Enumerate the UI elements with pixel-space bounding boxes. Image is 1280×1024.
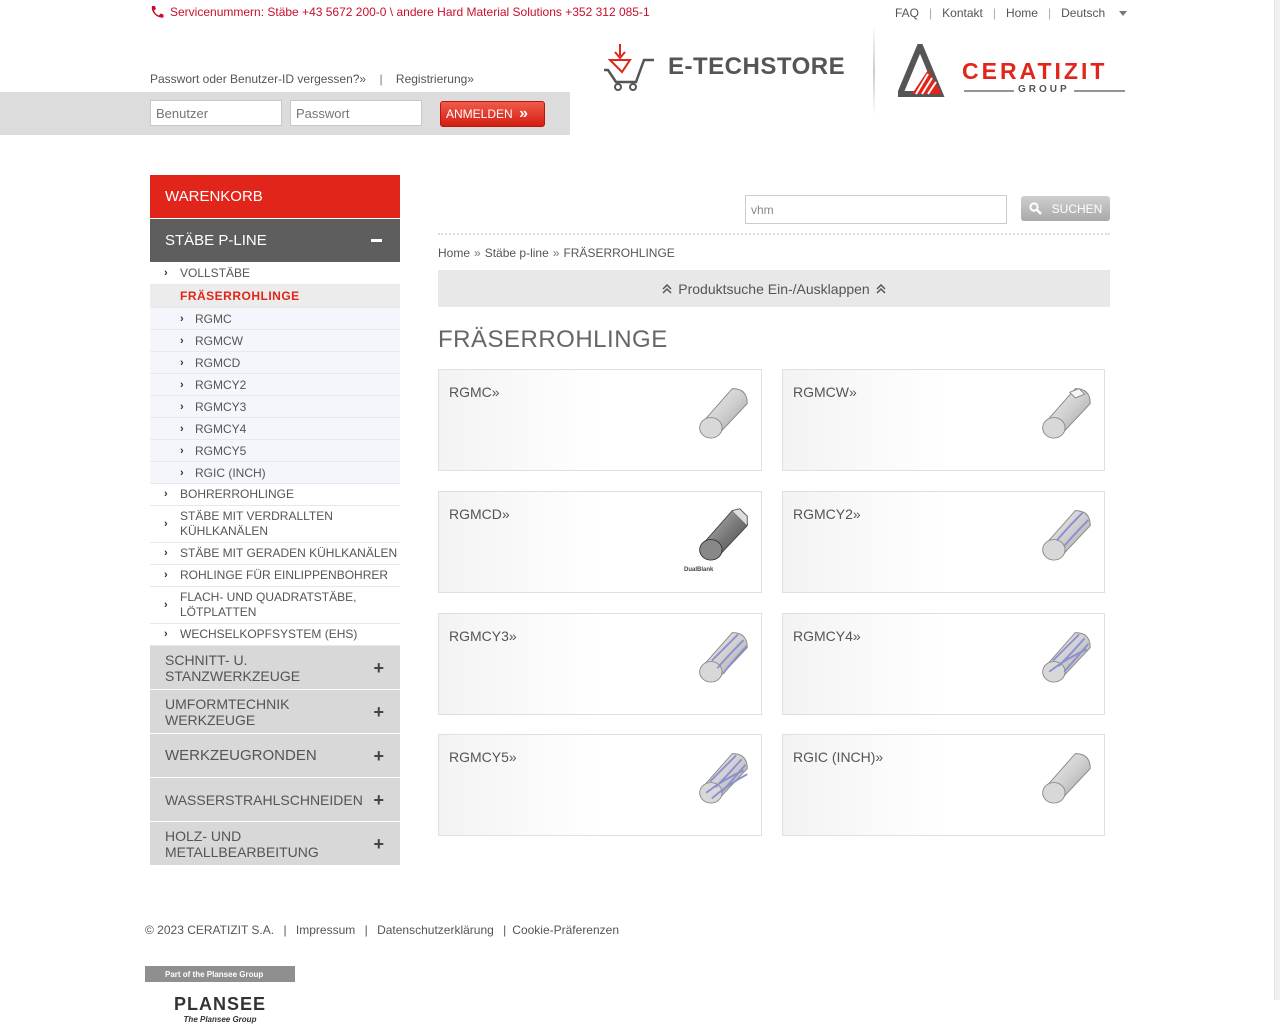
product-card-rgmcy5[interactable] (438, 734, 762, 836)
chevron-right-icon: › (164, 267, 168, 279)
separator: | (364, 923, 368, 937)
four-channel-rod-icon (1038, 626, 1094, 684)
category-umformtechnik[interactable] (150, 690, 400, 734)
double-chevron-right-icon: » (519, 105, 528, 122)
sidebar-item-label: RGIC (INCH) (195, 465, 266, 480)
search-icon (1029, 202, 1042, 215)
chevron-right-icon: › (180, 422, 184, 435)
product-card-rgmcy4[interactable] (782, 613, 1105, 715)
username-input[interactable] (150, 100, 282, 126)
category-label: WERKZEUGRONDEN (165, 747, 317, 764)
three-channel-rod-icon (695, 626, 751, 684)
product-label: RGMCY2» (793, 506, 861, 522)
page-title: FRÄSERROHLINGE (438, 326, 668, 353)
breadcrumb-separator: » (552, 246, 560, 260)
service-hotline (150, 5, 650, 19)
login-links (150, 72, 474, 86)
sidebar-item-label: WECHSELKOPFSYSTEM (EHS) (180, 627, 358, 641)
dualblank-caption: DualBlank (684, 567, 714, 573)
sidebar-item-label: BOHRERROHLINGE (180, 487, 295, 501)
product-label: RGMC» (449, 384, 500, 400)
collapse-icon (371, 239, 382, 242)
chevron-right-icon: › (164, 517, 168, 530)
sidebar-item-label: RGMC (195, 311, 232, 326)
password-input[interactable] (290, 100, 422, 126)
divider (438, 233, 1110, 235)
plain-rod-icon (1038, 747, 1094, 805)
product-label: RGMCW» (793, 384, 857, 400)
language-label: Deutsch (1061, 6, 1106, 20)
separator: | (929, 6, 933, 20)
product-label: RGMCY3» (449, 628, 517, 644)
expand-plus-icon: + (373, 701, 384, 722)
sidebar-item-flachstaebe[interactable] (150, 587, 400, 624)
sidebar-section-staebe[interactable] (150, 219, 400, 263)
expand-plus-icon: + (373, 745, 384, 766)
product-label: RGMCY5» (449, 749, 517, 765)
language-select[interactable] (1061, 6, 1127, 20)
plain-rod-icon (695, 382, 751, 440)
phone-icon (150, 5, 164, 19)
search-button[interactable] (1021, 196, 1110, 221)
sidebar-item-label: STÄBE MIT GERADEN KÜHLKANÄLEN (180, 546, 398, 560)
separator: | (283, 923, 287, 937)
category-schnittwerkzeuge[interactable] (150, 646, 400, 690)
double-chevron-up-icon (662, 284, 672, 294)
sidebar-subitem-rgmcy3[interactable] (150, 396, 400, 418)
sidebar-item-label: RGMCW (195, 333, 243, 348)
chevron-right-icon: › (164, 569, 168, 581)
sidebar-subitem-rgmcy4[interactable] (150, 418, 400, 440)
chevron-right-icon: › (164, 547, 168, 559)
product-search-toggle[interactable] (438, 270, 1110, 307)
shopping-cart-icon (600, 42, 658, 92)
sidebar-item-label: FRÄSERROHLINGE (180, 288, 300, 303)
sidebar-item-vollstaebe[interactable] (150, 263, 400, 285)
plansee-sub: The Plansee Group (183, 1015, 257, 1024)
product-card-rgic[interactable] (782, 734, 1105, 836)
product-card-rgmcd[interactable] (438, 491, 762, 593)
faq-link[interactable]: FAQ (895, 6, 920, 20)
login-button[interactable] (440, 101, 545, 127)
sidebar-item-verdrallte-kuehlkanaele[interactable] (150, 506, 400, 543)
section-title: STÄBE P-LINE (165, 232, 267, 249)
sidebar-subitem-rgic[interactable] (150, 462, 400, 484)
kontakt-link[interactable]: Kontakt (942, 6, 983, 20)
category-werkzeugronden[interactable] (150, 734, 400, 778)
plansee-tag: Part of the Plansee Group (145, 966, 295, 982)
plansee-logo[interactable] (145, 966, 295, 1024)
sidebar-item-label: RGMCD (195, 355, 241, 370)
chevron-right-icon: › (180, 312, 184, 325)
sidebar-item-gerade-kuehlkanaele[interactable] (150, 543, 400, 565)
sidebar-subitem-rgmcw[interactable] (150, 330, 400, 352)
sidebar-subitem-rgmcd[interactable] (150, 352, 400, 374)
footer (145, 923, 619, 937)
category-label: WASSERSTRAHLSCHNEIDEN (165, 791, 363, 808)
expand-plus-icon: + (373, 657, 384, 678)
breadcrumb-staebe[interactable]: Stäbe p-line (484, 246, 549, 260)
home-link[interactable]: Home (1005, 6, 1038, 20)
login-bar (0, 92, 570, 135)
chevron-down-icon (1119, 11, 1127, 16)
separator: | (503, 923, 507, 937)
search-input[interactable] (745, 195, 1007, 224)
sidebar-item-label: RGMCY5 (195, 443, 247, 458)
product-label: RGMCD» (449, 506, 510, 522)
logo-divider (873, 25, 875, 117)
category-label: HOLZ- UND METALLBEARBEITUNG (165, 827, 319, 860)
forgot-password-link[interactable]: Passwort oder Benutzer-ID vergessen?» (150, 72, 367, 86)
product-card-rgmc[interactable] (438, 369, 762, 471)
sidebar-item-wechselkopfsystem[interactable] (150, 624, 400, 646)
chevron-right-icon: › (164, 598, 168, 611)
datenschutz-link[interactable]: Datenschutzerklärung (377, 923, 494, 937)
toggle-label: Produktsuche Ein-/Ausklappen (678, 280, 870, 297)
sidebar-subitem-rgmcy5[interactable] (150, 440, 400, 462)
register-link[interactable]: Registrierung» (395, 72, 474, 86)
sidebar-item-fraeserrohlinge[interactable] (150, 285, 400, 308)
chevron-right-icon: › (180, 466, 184, 479)
brand-name: CERATIZIT (962, 58, 1108, 84)
category-wasserstrahlschneiden[interactable] (150, 778, 400, 822)
breadcrumb-home[interactable]: Home (438, 246, 471, 260)
sidebar-item-label: RGMCY2 (195, 377, 247, 392)
chevron-right-icon: › (180, 356, 184, 369)
login-button-label: ANMELDEN (446, 107, 513, 121)
category-label: UMFORMTECHNIK WERKZEUGE (165, 695, 290, 728)
ceratizit-logo[interactable] (898, 44, 1128, 101)
chevron-right-icon: › (180, 444, 184, 457)
chevron-right-icon: › (164, 488, 168, 500)
product-card-rgmcy2[interactable] (782, 491, 1105, 593)
product-card-rgmcy3[interactable] (438, 613, 762, 715)
sidebar-subitem-rgmc[interactable] (150, 308, 400, 330)
dualblank-rod-icon (695, 504, 751, 562)
sidebar-item-label: STÄBE MIT VERDRALLTEN KÜHLKANÄLEN (180, 509, 333, 538)
category-holz-metallbearbeitung[interactable] (150, 822, 400, 866)
scrollbar[interactable] (1274, 0, 1280, 1000)
sidebar-item-label: RGMCY3 (195, 399, 247, 414)
separator: | (379, 72, 383, 86)
etechstore-logo[interactable] (600, 42, 845, 92)
chevron-right-icon: › (164, 628, 168, 640)
search-button-label: SUCHEN (1051, 201, 1103, 216)
chevron-right-icon: › (180, 334, 184, 347)
brand-sub: GROUP (1018, 84, 1070, 95)
cookie-preferences-link[interactable]: Cookie-Präferenzen (512, 923, 620, 937)
chevron-right-icon: › (180, 378, 184, 391)
sidebar-item-label: FLACH- UND QUADRATSTÄBE, LÖTPLATTEN (180, 590, 357, 619)
product-label: RGMCY4» (793, 628, 861, 644)
product-card-rgmcw[interactable] (782, 369, 1105, 471)
chevron-right-icon: › (180, 400, 184, 413)
five-channel-rod-icon (695, 747, 751, 805)
sidebar-item-label: VOLLSTÄBE (180, 266, 251, 280)
breadcrumb-current: FRÄSERROHLINGE (563, 246, 675, 260)
service-text: Servicenummern: Stäbe +43 5672 200-0 \ andere Hard Material Solutions +352 312 085-1 (170, 5, 650, 19)
cart-label: WARENKORB (165, 188, 263, 205)
product-label: RGIC (INCH)» (793, 749, 884, 765)
breadcrumb (438, 246, 675, 260)
breadcrumb-separator: » (474, 246, 481, 260)
double-chevron-up-icon (876, 284, 886, 294)
category-label: SCHNITT- U. STANZWERKZEUGE (165, 651, 301, 684)
flat-rod-icon (1038, 382, 1094, 440)
two-channel-rod-icon (1038, 504, 1094, 562)
separator: | (1047, 6, 1052, 20)
sidebar-item-label: RGMCY4 (195, 421, 247, 436)
sidebar-item-label: ROHLINGE FÜR EINLIPPENBOHRER (180, 568, 389, 582)
separator: | (992, 6, 996, 20)
sidebar-subitem-rgmcy2[interactable] (150, 374, 400, 396)
sidebar (150, 175, 400, 866)
expand-plus-icon: + (373, 789, 384, 810)
impressum-link[interactable]: Impressum (295, 923, 356, 937)
copyright: © 2023 CERATIZIT S.A. (145, 923, 275, 937)
top-navigation (895, 6, 1127, 20)
expand-plus-icon: + (373, 833, 384, 854)
plansee-name: PLANSEE (173, 994, 267, 1014)
cart-link[interactable] (150, 175, 400, 219)
sidebar-item-einlippenbohrer[interactable] (150, 565, 400, 587)
store-name: E-TECHSTORE (668, 53, 846, 80)
sidebar-item-bohrerrohlinge[interactable] (150, 484, 400, 506)
